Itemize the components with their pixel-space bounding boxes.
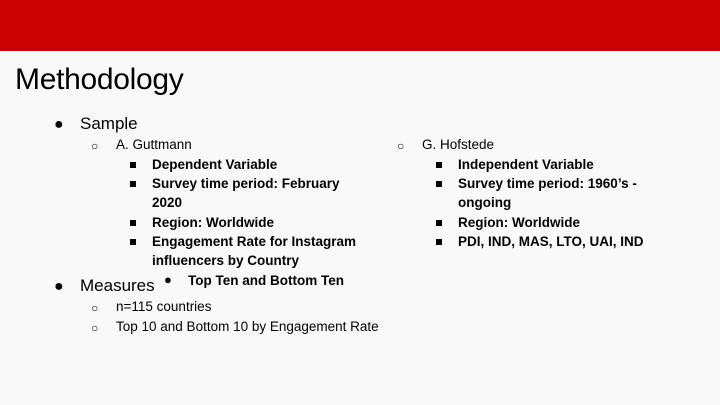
square-bullet — [436, 220, 442, 226]
disc-bullet: ● — [164, 272, 172, 287]
guttmann-item-continued: 2020 — [152, 195, 183, 210]
hofstede-item-continued: ongoing — [458, 195, 512, 210]
guttmann-item: Region: Worldwide — [130, 213, 274, 232]
bullet-hofstede — [397, 136, 494, 154]
square-bullet — [436, 162, 442, 168]
circle-bullet: ○ — [91, 301, 99, 315]
header-bar — [0, 0, 720, 51]
disc-bullet: ● — [54, 278, 64, 295]
square-bullet — [436, 181, 442, 187]
square-bullet — [130, 239, 136, 245]
hofstede-item: Survey time period: 1960’s - — [436, 174, 637, 193]
bullet-measures — [54, 276, 155, 296]
slide-title: Methodology — [15, 63, 184, 96]
square-bullet — [436, 239, 442, 245]
square-bullet — [130, 220, 136, 226]
bullet-guttmann — [91, 136, 192, 154]
guttmann-item: Survey time period: February — [130, 174, 340, 193]
guttmann-item-continued: influencers by Country — [152, 253, 300, 268]
circle-bullet: ○ — [91, 321, 99, 335]
hofstede-item: Independent Variable — [436, 155, 594, 174]
guttmann-item: Dependent Variable — [130, 155, 277, 174]
disc-bullet: ● — [54, 116, 64, 133]
bullet-sample — [54, 114, 138, 134]
square-bullet — [130, 181, 136, 187]
guttmann-label: A. Guttmann — [116, 137, 192, 152]
hofstede-item: Region: Worldwide — [436, 213, 580, 232]
guttmann-item: Engagement Rate for Instagram — [130, 232, 356, 251]
hofstede-item: PDI, IND, MAS, LTO, UAI, IND — [436, 232, 644, 251]
measures-label: Measures — [80, 276, 155, 295]
square-bullet — [130, 162, 136, 168]
sample-label: Sample — [80, 114, 138, 133]
measures-item: ○ n=115 countries — [91, 299, 212, 315]
circle-bullet: ○ — [91, 139, 99, 153]
circle-bullet: ○ — [397, 139, 405, 153]
hofstede-label: G. Hofstede — [422, 137, 495, 152]
measures-item: ○ Top 10 and Bottom 10 by Engagement Rate — [91, 319, 379, 335]
guttmann-item: ● Top Ten and Bottom Ten — [164, 272, 344, 288]
